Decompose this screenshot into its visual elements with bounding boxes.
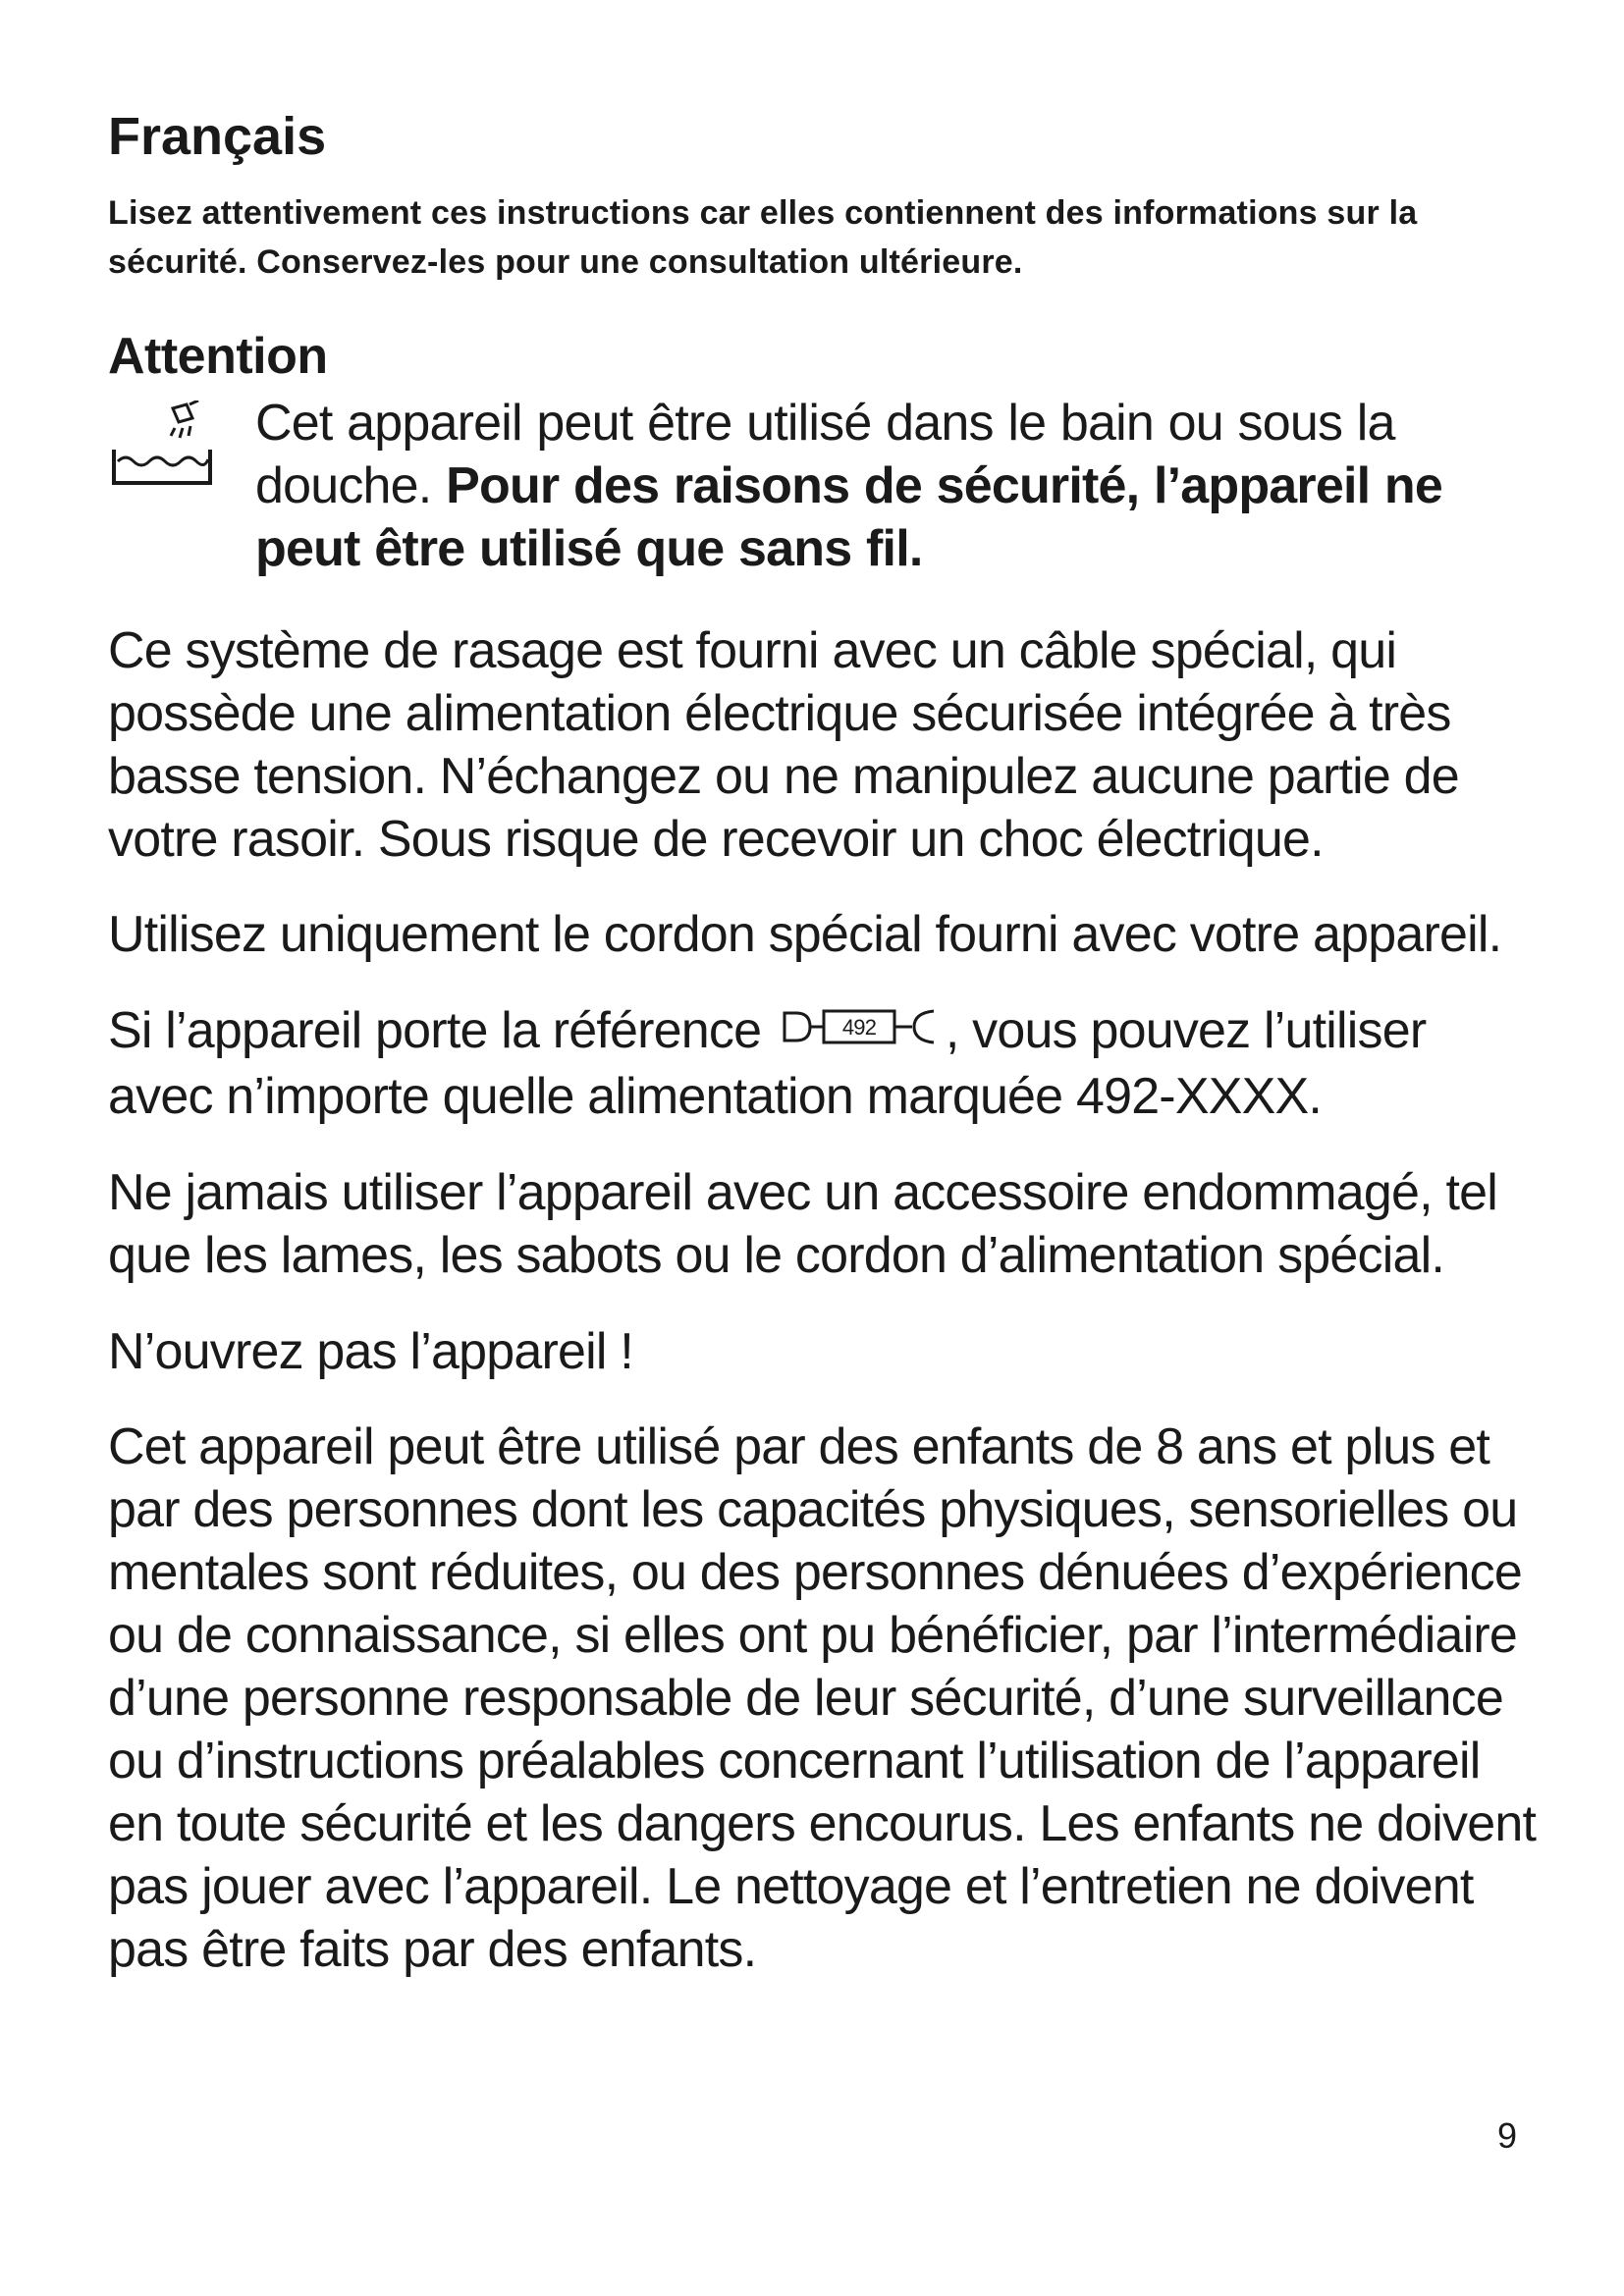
- attention-text-normal: Cet appareil peut être utilisé dans le bain ou sous la douche.: [255, 394, 1395, 514]
- reference-text-before: Si l’appareil porte la référence: [108, 1002, 775, 1060]
- paragraph-damaged-accessory: Ne jamais utiliser l’appareil avec un accessoire endommagé, tel que les lames, les sabots ou le cordon d’alimentation spécial.: [108, 1163, 1497, 1284]
- language-heading: Français: [108, 107, 327, 166]
- page-number: 9: [1497, 2115, 1518, 2156]
- paragraph-children: Cet appareil peut être utilisé par des enfants de 8 ans et plus et par des personnes dont les capacités physiques, sensorielles ou mentales sont réduites, ou des personnes dénuées d’expérience ou de connaissance, si elles ont pu bénéficier, par l’intermédiaire d’une personne responsable de leur sécurité, d’une surveillance ou d’instructions préalables concernant l’utilisation de l’appareil en toute sécurité et les dangers encourus. Les enfants ne doivent pas jouer avec l’appareil. Le nettoyage et l’entretien ne doivent pas être faits par des enfants.: [108, 1418, 1537, 1979]
- document-page: [108, 108, 1542, 2015]
- intro-paragraph: Lisez attentivement ces instructions car elles contiennent des informations sur la sécurité. Conservez-les pour une consultation ultérieure.: [108, 194, 1418, 281]
- paragraph-reference: [108, 1000, 1542, 1128]
- attention-text-bold: Pour des raisons de sécurité, l’appareil ne peut être utilisé que sans fil.: [255, 456, 1442, 577]
- attention-text: [255, 393, 1542, 581]
- reference-text-after: , vous pouvez l’utiliser avec n’importe quelle alimentation marquée 492-XXXX.: [108, 1002, 1427, 1125]
- power-supply-symbol-icon: [777, 1003, 944, 1066]
- paragraph-cable: Ce système de rasage est fourni avec un câble spécial, qui possède une alimentation électrique sécurisée intégrée à très basse tension. N’échangez ou ne manipulez aucune partie de votre rasoir. Sous risque de recevoir un choc électrique.: [108, 621, 1459, 868]
- power-supply-symbol-label: 492: [841, 1014, 877, 1040]
- attention-block: [108, 393, 1542, 581]
- attention-heading: Attention: [108, 327, 328, 385]
- bath-shower-icon: [108, 393, 255, 494]
- paragraph-do-not-open: N’ouvrez pas l’appareil !: [108, 1322, 633, 1380]
- paragraph-cord: Utilisez uniquement le cordon spécial fourni avec votre appareil.: [108, 906, 1502, 964]
